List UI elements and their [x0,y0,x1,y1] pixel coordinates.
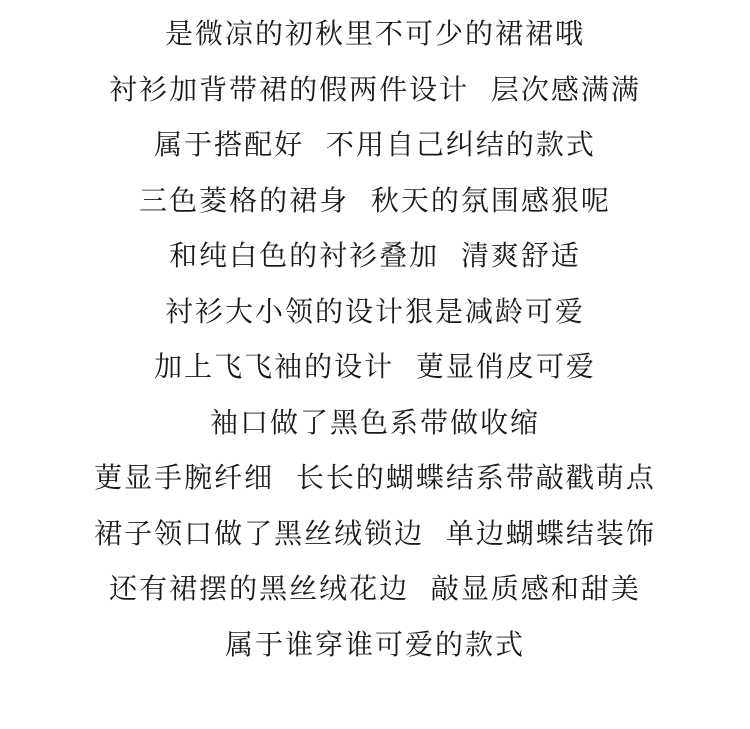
description-line: 属于谁穿谁可爱的款式 [224,627,525,661]
description-line: 衬衫大小领的设计狠是减龄可爱 [164,294,585,328]
description-line: 加上飞飞袖的设计 莄显俏皮可爱 [154,350,596,383]
description-line: 裙子领口做了黑丝绒锁边 单边蝴蝶结装饰 [94,516,656,550]
product-description [0,6,750,672]
description-line: 三色菱格的裙身 秋天的氛围感狠呢 [139,183,611,217]
description-line: 莄显手腕纤细 长长的蝴蝶结系带敲戳萌点 [94,461,656,494]
description-line: 衬衫加背带裙的假两件设计 层次感满满 [109,72,641,106]
description-line: 属于搭配好 不用自己纠结的款式 [154,128,596,161]
description-line: 还有裙摆的黑丝绒花边 敲显质感和甜美 [109,572,641,605]
description-line: 是微凉的初秋里不可少的裙裙哦 [164,17,585,50]
description-line: 和纯白色的衬衫叠加 清爽舒适 [169,239,581,272]
description-line: 袖口做了黑色系带做收缩 [209,405,540,439]
